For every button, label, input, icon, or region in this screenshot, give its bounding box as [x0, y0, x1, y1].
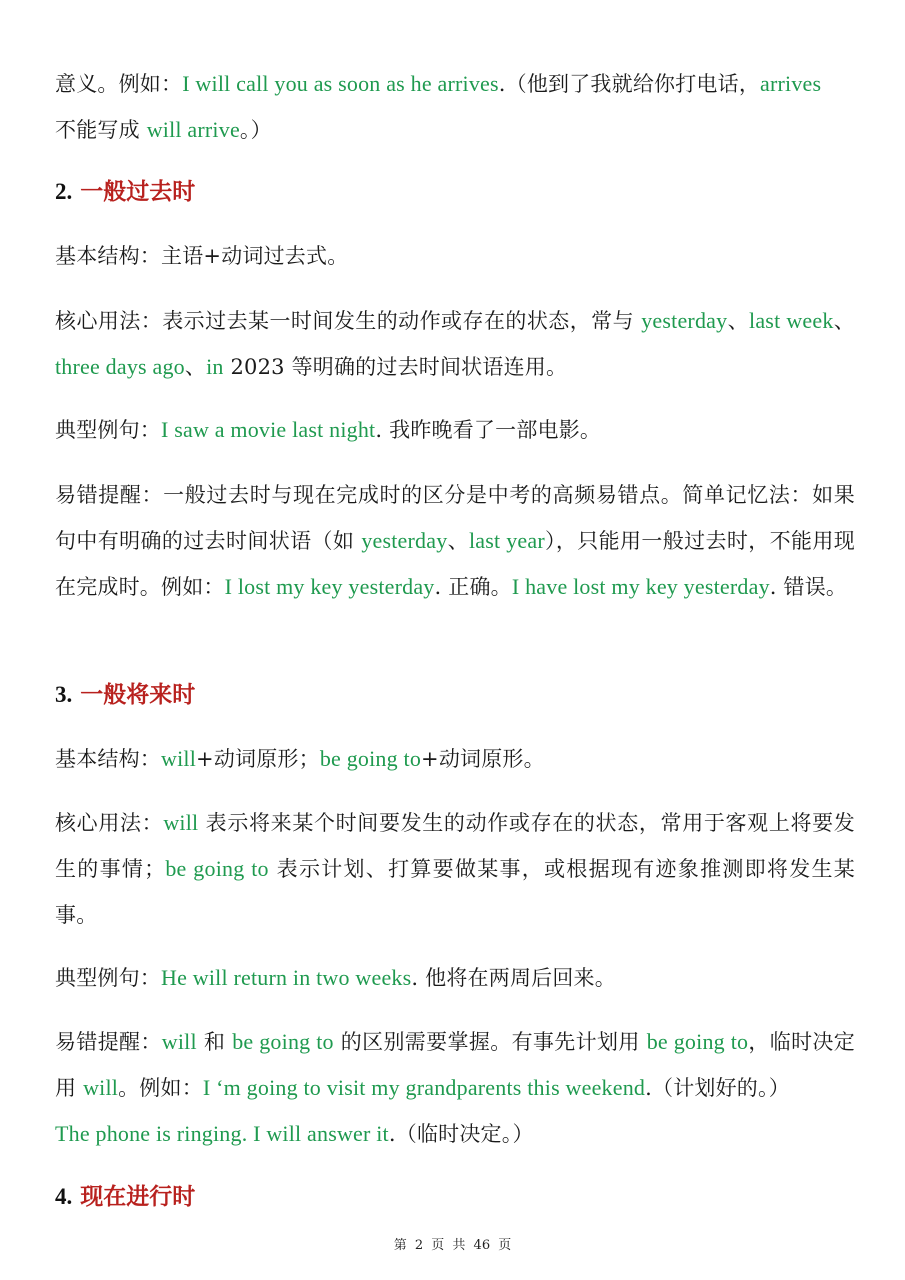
keyword-english: yesterday	[361, 528, 448, 553]
paragraph-future-example	[55, 955, 855, 1001]
text: .（他到了我就给你打电话，	[498, 72, 761, 96]
section-title: 现在进行时	[80, 1183, 196, 1210]
text: 基本结构：主语+动词过去式。	[55, 244, 349, 268]
keyword-english: yesterday	[641, 308, 728, 333]
keyword-english: be going to	[232, 1029, 334, 1054]
example-english: He will return in two weeks	[161, 965, 412, 990]
paragraph-past-warning	[55, 472, 855, 610]
text: 不能写成	[55, 118, 147, 142]
paragraph-past-example	[55, 407, 855, 453]
section-heading-simple-future	[55, 680, 195, 710]
text: +动词原形。	[421, 747, 545, 771]
text: . 他将在两周后回来。	[411, 966, 616, 990]
text: 2023 等明确的过去时间状语连用。	[223, 355, 568, 379]
example-english: I ‘m going to visit my grandparents this weekend	[202, 1075, 646, 1100]
text: 、	[447, 529, 469, 553]
example-english: I have lost my key yesterday	[511, 574, 770, 599]
paragraph-future-note	[55, 61, 855, 153]
section-title: 一般将来时	[80, 681, 196, 708]
text: 易错提醒：一般过去时与现在完成时的区分是中考的高频易错点。简单记忆法：如果句中有明确的过去时间状语（如	[55, 483, 855, 553]
section-heading-simple-past	[55, 177, 195, 207]
example-english: The phone is ringing. I will answer it	[55, 1121, 389, 1146]
keyword-english: will arrive	[146, 117, 240, 142]
text: 、	[727, 309, 750, 333]
text: 、	[184, 355, 207, 379]
text: . 错误。	[769, 575, 848, 599]
text: ，临时决定用	[55, 1030, 855, 1100]
keyword-english: be going to	[165, 856, 269, 881]
paragraph-past-structure	[55, 233, 855, 279]
text: +动词原形；	[196, 747, 320, 771]
paragraph-future-warning	[55, 1019, 855, 1157]
keyword-english: will	[163, 810, 199, 835]
keyword-english: be going to	[319, 746, 422, 771]
keyword-english: three days ago	[55, 354, 185, 379]
text: 核心用法：	[55, 811, 164, 835]
text: 表示计划、打算要做某事，或根据现有迹象推测即将发生某事。	[55, 857, 855, 927]
text: ），只能用一般过去时，不能用现在完成时。例如：	[55, 529, 856, 599]
keyword-english: will	[83, 1075, 119, 1100]
text: 基本结构：	[55, 747, 161, 771]
section-heading-present-continuous	[55, 1182, 195, 1212]
text: 核心用法：表示过去某一时间发生的动作或存在的状态，常与	[55, 309, 642, 333]
keyword-english: in	[206, 354, 224, 379]
text: 、	[833, 309, 855, 333]
example-english: I will call you as soon as he arrives	[182, 71, 499, 96]
keyword-english: last year	[468, 528, 545, 553]
keyword-english: will	[161, 1029, 197, 1054]
example-english: I saw a movie last night	[161, 417, 376, 442]
text: .（计划好的。）	[645, 1076, 790, 1100]
text: 表示将来某个时间要发生的动作或存在的状态，常用于客观上将要发生的事情；	[55, 811, 856, 881]
section-number: 3.	[55, 682, 73, 707]
section-number: 4.	[55, 1184, 73, 1209]
text: 典型例句：	[55, 966, 161, 990]
text: 的区别需要掌握。有事先计划用	[333, 1030, 647, 1054]
section-title: 一般过去时	[80, 178, 196, 205]
section-number: 2.	[55, 179, 73, 204]
text: . 我昨晚看了一部电影。	[375, 418, 602, 442]
page-footer: 第 2 页 共 46 页	[393, 1238, 512, 1253]
paragraph-future-usage	[55, 800, 855, 938]
text: 典型例句：	[55, 418, 161, 442]
paragraph-future-structure	[55, 736, 855, 782]
keyword-english: be going to	[646, 1029, 749, 1054]
text: 和	[196, 1030, 233, 1054]
paragraph-past-usage	[55, 298, 855, 390]
keyword-english: arrives	[760, 71, 822, 96]
keyword-english: last week	[749, 308, 834, 333]
text: 意义。例如：	[55, 72, 183, 96]
keyword-english: will	[161, 746, 197, 771]
text: . 正确。	[434, 575, 512, 599]
text: 。）	[239, 118, 272, 142]
example-english: I lost my key yesterday	[224, 574, 435, 599]
text: .（临时决定。）	[388, 1122, 534, 1146]
text: 。例如：	[118, 1076, 203, 1100]
text: 易错提醒：	[55, 1030, 162, 1054]
